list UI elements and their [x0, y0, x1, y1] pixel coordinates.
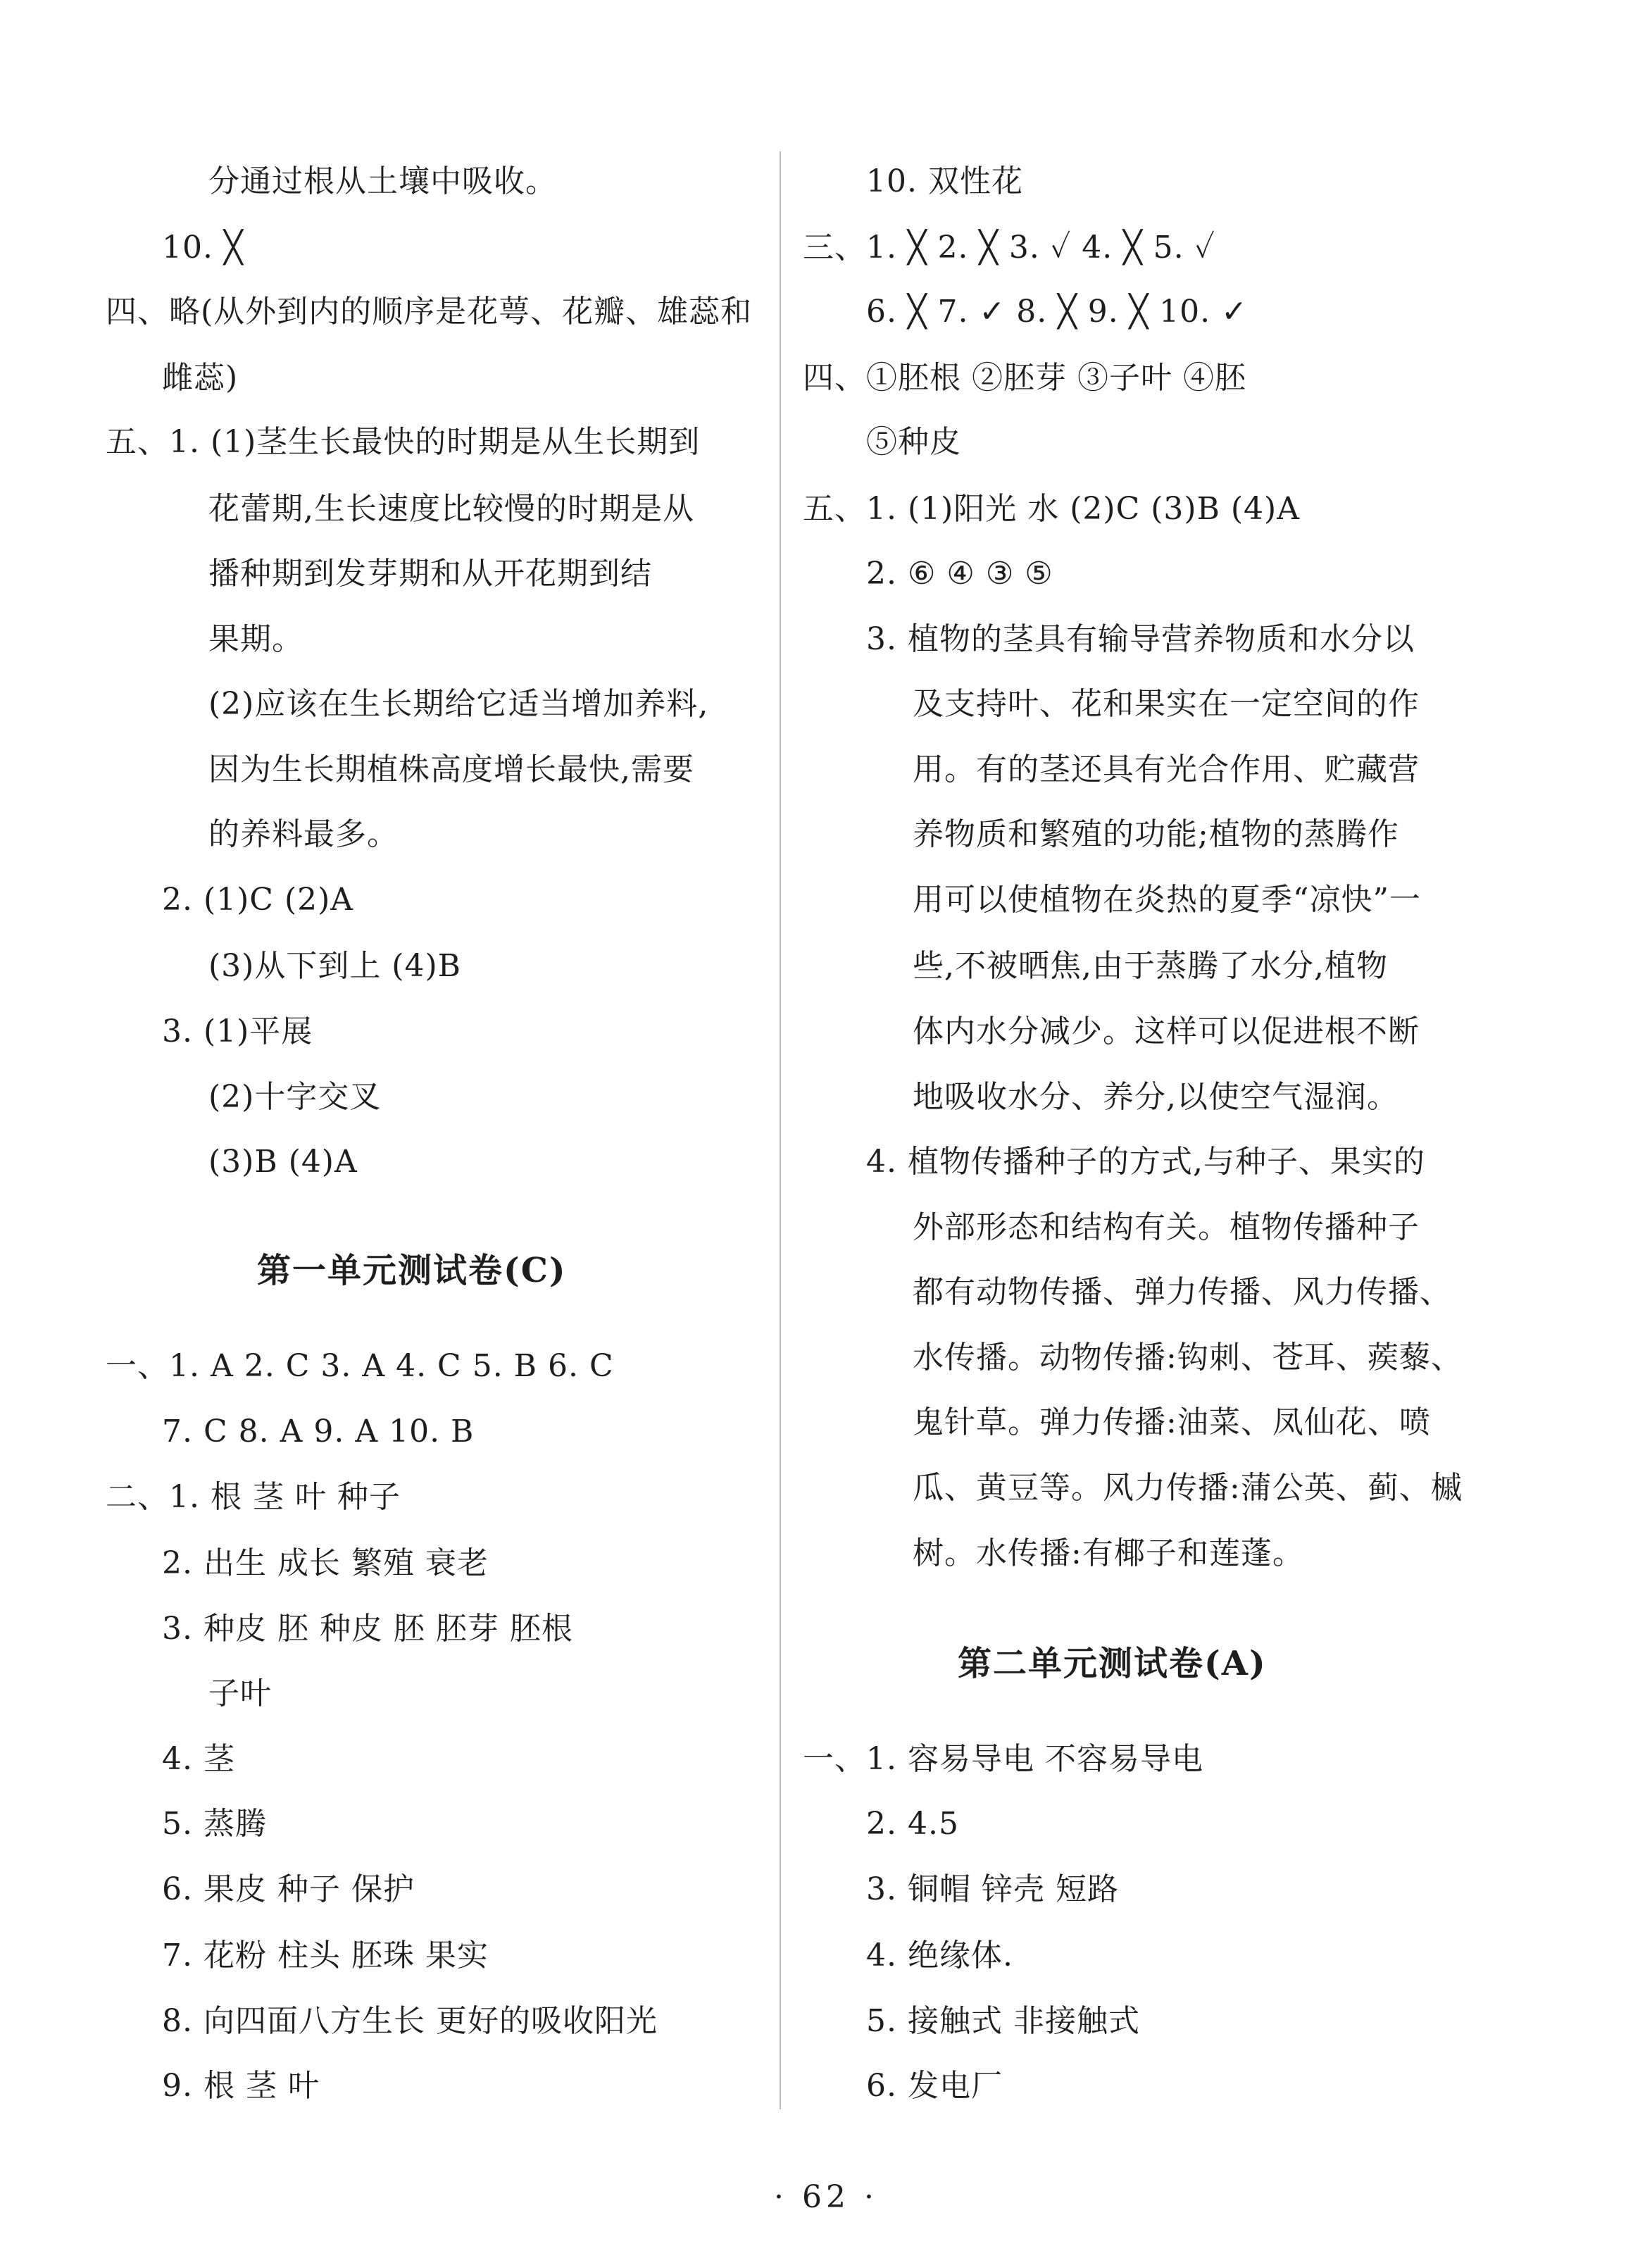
- text-line: 果期。: [208, 621, 304, 657]
- text-line: 2. ⑥ ④ ③ ⑤: [866, 556, 1053, 592]
- text-line: 五、1. (1)茎生长最快的时期是从生长期到: [106, 424, 701, 460]
- text-line: 4. 绝缘体.: [866, 1938, 1013, 1973]
- column-divider: [780, 151, 781, 2109]
- text-line: 4. 植物传播种子的方式,与种子、果实的: [866, 1144, 1425, 1180]
- text-line: 雌蕊): [162, 360, 239, 396]
- text-line: 2. (1)C (2)A: [162, 882, 354, 918]
- text-line: 6. 发电厂: [866, 2068, 1003, 2104]
- text-line: 花蕾期,生长速度比较慢的时期是从: [208, 491, 694, 527]
- text-line: 7. C 8. A 9. A 10. B: [162, 1414, 475, 1449]
- text-line: 些,不被晒焦,由于蒸腾了水分,植物: [913, 948, 1388, 984]
- text-line: 3. 植物的茎具有输导营养物质和水分以: [866, 621, 1415, 657]
- section-title: 第二单元测试卷(A): [958, 1644, 1267, 1683]
- text-line: (2)十字交叉: [208, 1079, 382, 1115]
- text-line: 三、1. ╳ 2. ╳ 3. ✓ 4. ╳ 5. ✓: [803, 230, 1216, 266]
- text-line: 子叶: [208, 1676, 272, 1711]
- text-line: 2. 出生 成长 繁殖 衰老: [162, 1545, 489, 1581]
- text-line: 6. 果皮 种子 保护: [162, 1871, 415, 1907]
- text-line: 5. 蒸腾: [162, 1806, 267, 1842]
- text-line: 及支持叶、花和果实在一定空间的作: [913, 686, 1420, 722]
- text-line: 3. 种皮 胚 种皮 胚 胚芽 胚根: [162, 1611, 573, 1647]
- text-line: 用可以使植物在炎热的夏季“凉快”一: [913, 882, 1421, 918]
- text-line: 9. 根 茎 叶: [162, 2068, 320, 2104]
- text-line: 五、1. (1)阳光 水 (2)C (3)B (4)A: [803, 491, 1300, 527]
- text-line: 瓜、黄豆等。风力传播:蒲公英、蓟、槭: [913, 1470, 1463, 1506]
- text-line: 10. 双性花: [866, 163, 1023, 199]
- text-line: 播种期到发芽期和从开花期到结: [208, 556, 652, 592]
- text-line: 6. ╳ 7. ✓ 8. ╳ 9. ╳ 10. ✓: [866, 294, 1248, 330]
- text-line: 鬼针草。弹力传播:油菜、凤仙花、喷: [913, 1404, 1431, 1440]
- text-line: (3)从下到上 (4)B: [208, 948, 461, 984]
- text-line: 的养料最多。: [208, 816, 399, 852]
- text-line: 10. ╳: [162, 230, 244, 266]
- text-line: 7. 花粉 柱头 胚珠 果实: [162, 1938, 489, 1973]
- text-line: ⑤种皮: [866, 424, 961, 460]
- text-line: 外部形态和结构有关。植物传播种子: [913, 1209, 1420, 1245]
- text-line: 一、1. A 2. C 3. A 4. C 5. B 6. C: [106, 1348, 614, 1384]
- text-line: 因为生长期植株高度增长最快,需要: [208, 751, 694, 787]
- text-line: (3)B (4)A: [208, 1144, 358, 1180]
- text-line: 分通过根从土壤中吸收。: [208, 163, 557, 199]
- text-line: 地吸收水分、养分,以使空气湿润。: [913, 1079, 1398, 1115]
- text-line: 水传播。动物传播:钩刺、苍耳、蒺藜、: [913, 1340, 1463, 1376]
- text-line: 四、①胚根 ②胚芽 ③子叶 ④胚: [803, 360, 1246, 396]
- text-line: (2)应该在生长期给它适当增加养料,: [208, 686, 709, 722]
- text-line: 8. 向四面八方生长 更好的吸收阳光: [162, 2003, 658, 2039]
- text-line: 养物质和繁殖的功能;植物的蒸腾作: [913, 816, 1399, 852]
- text-line: 体内水分减少。这样可以促进根不断: [913, 1013, 1420, 1049]
- text-line: 一、1. 容易导电 不容易导电: [803, 1741, 1203, 1777]
- text-line: 3. 铜帽 锌壳 短路: [866, 1871, 1119, 1907]
- text-line: 二、1. 根 茎 叶 种子: [106, 1479, 401, 1515]
- text-line: 用。有的茎还具有光合作用、贮藏营: [913, 751, 1420, 787]
- text-line: 四、略(从外到内的顺序是花萼、花瓣、雄蕊和: [106, 294, 753, 330]
- text-line: 4. 茎: [162, 1741, 235, 1777]
- page-number: · 62 ·: [774, 2179, 878, 2215]
- section-title: 第一单元测试卷(C): [257, 1251, 567, 1290]
- text-line: 都有动物传播、弹力传播、风力传播、: [913, 1274, 1451, 1310]
- text-line: 树。水传播:有椰子和莲蓬。: [913, 1535, 1304, 1571]
- text-line: 2. 4.5: [866, 1806, 959, 1842]
- text-line: 5. 接触式 非接触式: [866, 2003, 1140, 2039]
- text-line: 3. (1)平展: [162, 1013, 313, 1049]
